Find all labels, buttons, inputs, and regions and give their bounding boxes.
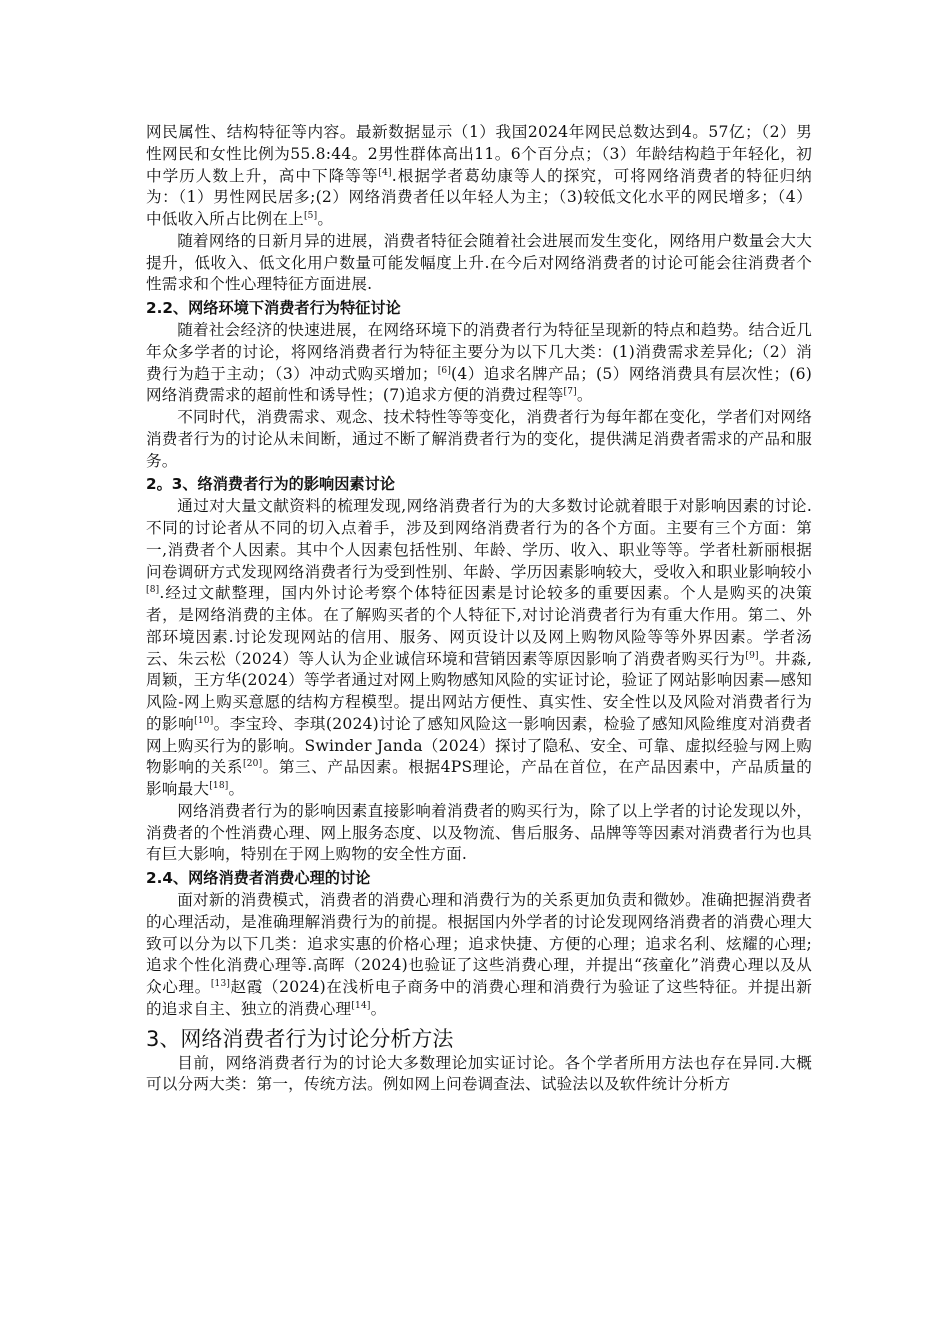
- citation-reference: [14]: [351, 1000, 371, 1011]
- body-paragraph: [146, 801, 812, 866]
- body-paragraph: [146, 231, 812, 296]
- body-paragraph: [146, 496, 812, 801]
- text-run: 。井淼,周颖，王方华(2024）等学者通过对网上购物感知风险的实证讨论，验证了网站影响因素—感知风险-网上购买意愿的结构方程模型。提出网站方便性、真实性、安全性以及风险对消费者行为的影响: [146, 649, 812, 733]
- text-run: 目前，网络消费者行为的讨论大多数理论加实证讨论。各个学者所用方法也存在异同.大概可以分两大类：第一，传统方法。例如网上问卷调查法、试验法以及软件统计分析方: [146, 1053, 812, 1094]
- text-run: 不同时代，消费需求、观念、技术特性等等变化，消费者行为每年都在变化，学者们对网络消费者行为的讨论从未间断，通过不断了解消费者行为的变化，提供满足消费者需求的产品和服务。: [146, 408, 812, 470]
- text-run: 通过对大量文献资料的梳理发现,网络消费者行为的大多数讨论就着眼于对影响因素的讨论.不同的讨论者从不同的切入点着手，涉及到网络消费者行为的各个方面。主要有三个方面：第一,消费者个人因素。其中个人因素包括性别、年龄、学历、收入、职业等等。学者杜新丽根据问卷调研方式发现网络消费者行为受到性别、年龄、学历因素影响较大，受收入和职业影响较小: [146, 497, 812, 581]
- section-heading: [146, 1025, 812, 1053]
- text-run: 网民属性、结构特征等内容。最新数据显示（1）我国2024年网民总数达到4。57亿；（2）男性网民和女性比例为55.8:44。2男性群体高出11。6个百分点；（3）年龄结构趋于年轻化，初中学历人数上升，高中下降等等: [146, 123, 812, 185]
- text-run: .根据学者葛幼康等人的探究，可将网络消费者的特征归纳为：（1）男性网民居多;(2）网络消费者任以年轻人为主；（3)较低文化水平的网民增多；（4）中低收入所占比例在上: [146, 166, 812, 228]
- citation-reference: [9]: [745, 650, 759, 661]
- body-paragraph: [146, 122, 812, 231]
- citation-reference: [5]: [303, 211, 318, 221]
- text-run: .经过文献整理，国内外讨论考察个体特征因素是讨论较多的重要因素。个人是购买的决策者，是网络消费的主体。在了解购买者的个人特征下,对讨论消费者行为有重大作用。第二、外部环境因素.讨论发现网站的信用、服务、网页设计以及网上购物风险等等外界因素。学者汤云、朱云松（2024）等人认为企业诚信环境和营销因素等原因影响了消费者购买行为: [146, 584, 812, 668]
- body-paragraph: [146, 890, 812, 1021]
- citation-reference: [8]: [146, 585, 160, 596]
- text-run: 2。3、络消费者行为的影响因素讨论: [146, 475, 395, 494]
- citation-reference: [13]: [210, 979, 231, 989]
- text-run: 网络消费者行为的影响因素直接影响着消费者的购买行为，除了以上学者的讨论发现以外，消费者的个性消费心理、网上服务态度、以及物流、售后服务、品牌等等因素对消费者行为也具有巨大影响，特别在于网上购物的安全性方面.: [146, 801, 812, 864]
- text-run: 。: [576, 386, 593, 405]
- citation-reference: [7]: [563, 387, 577, 398]
- citation-reference: [6]: [437, 365, 452, 376]
- text-run: 2.4、网络消费者消费心理的讨论: [146, 869, 371, 887]
- body-paragraph: [146, 407, 812, 472]
- text-run: 随着社会经济的快速进展，在网络环境下的消费者行为特征呈现新的特点和趋势。结合近几年众多学者的讨论，将网络消费者行为特征主要分为以下几大类：(1)消费需求差异化;（2）消费行为趋于主动；（3）冲动式购买增加；: [146, 321, 812, 383]
- subsection-heading: [146, 298, 812, 319]
- citation-reference: [4]: [378, 167, 392, 178]
- text-run: 。: [317, 210, 334, 228]
- text-run: 赵霞（2024)在浅析电子商务中的消费心理和消费行为验证了这些特征。并提出新的追求自主、独立的消费心理: [146, 978, 812, 1018]
- text-run: 。: [228, 780, 245, 798]
- text-run: 。: [370, 999, 387, 1018]
- text-run: 。李宝玲、李琪(2024)讨论了感知风险这一影响因素，检验了感知风险维度对消费者网上购买行为的影响。Swinder Janda（2024）探讨了隐私、安全、可靠、虚拟经验与网上购物影响的关系: [146, 714, 812, 777]
- citation-reference: [18]: [209, 781, 229, 791]
- text-run: 2.2、网络环境下消费者行为特征讨论: [146, 299, 401, 317]
- document-body: [146, 122, 812, 1096]
- subsection-heading: [146, 474, 812, 495]
- citation-reference: [10]: [194, 715, 214, 726]
- citation-reference: [20]: [243, 759, 263, 770]
- body-paragraph: [146, 1053, 812, 1097]
- text-run: 面对新的消费模式，消费者的消费心理和消费行为的关系更加负责和微妙。准确把握消费者的心理活动，是准确理解消费行为的前提。根据国内外学者的讨论发现网络消费者的消费心理大致可以分为以下几类：追求实惠的价格心理；追求快捷、方便的心理；追求名利、炫耀的心理;追求个性化消费心理等.高晖（2024)也验证了这些消费心理，并提出“孩童化”消费心理以及从众心理。: [146, 891, 812, 996]
- body-paragraph: [146, 320, 812, 407]
- subsection-heading: [146, 868, 812, 889]
- text-run: (4）追求名牌产品；(5）网络消费具有层次性；(6)网络消费需求的超前性和诱导性；(7)追求方便的消费过程等: [146, 364, 812, 405]
- text-run: 3、网络消费者行为讨论分析方法: [146, 1026, 454, 1051]
- text-run: 随着网络的日新月异的进展，消费者特征会随着社会进展而发生变化，网络用户数量会大大提升，低收入、低文化用户数量可能发幅度上升.在今后对网络消费者的讨论可能会往消费者个性需求和个性心理特征方面进展.: [146, 231, 812, 294]
- text-run: 。第三、产品因素。根据4PS理论，产品在首位，在产品因素中，产品质量的影响最大: [146, 758, 812, 798]
